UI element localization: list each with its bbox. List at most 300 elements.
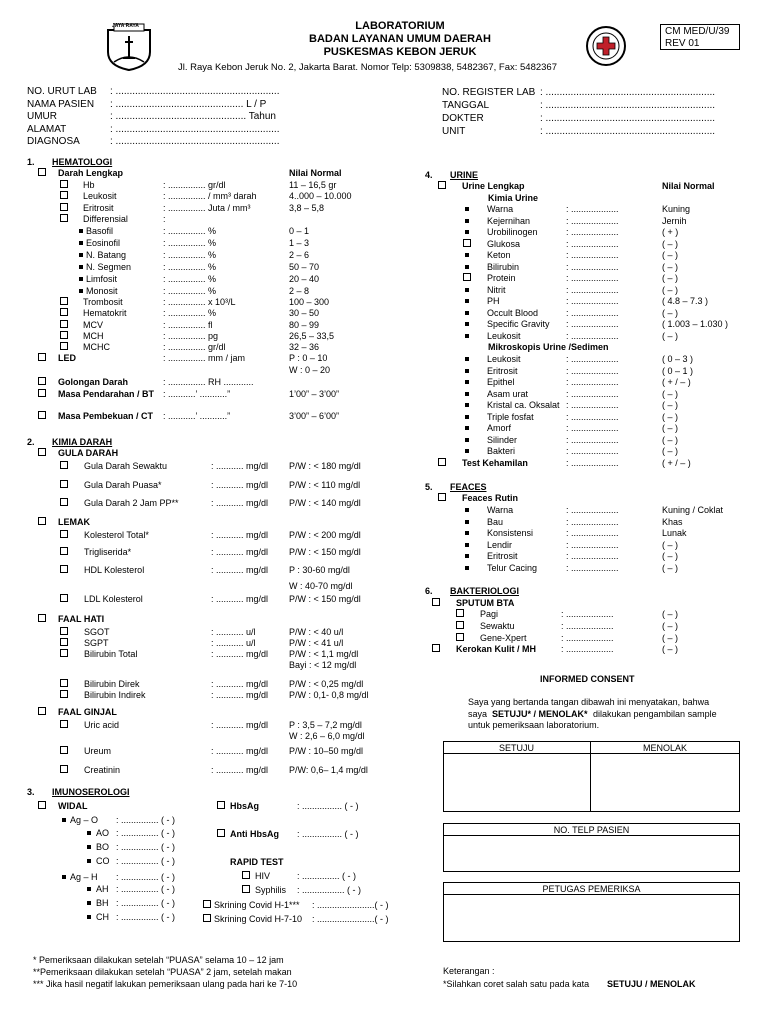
test-name: Leukosit bbox=[83, 191, 117, 201]
checkbox[interactable] bbox=[60, 320, 68, 328]
bullet bbox=[465, 369, 469, 373]
test-value: : ................... bbox=[566, 562, 619, 573]
test-name: Trigliserida* bbox=[84, 547, 132, 557]
normal-range: ( – ) bbox=[662, 551, 679, 561]
checkbox[interactable] bbox=[456, 621, 464, 629]
test-value: : .......................( - ) bbox=[312, 914, 389, 924]
col-header: SETUJU bbox=[498, 743, 534, 753]
checkbox[interactable] bbox=[203, 900, 211, 908]
test-name: Bilirubin Total bbox=[84, 649, 138, 659]
test-name: HDL Kolesterol bbox=[84, 565, 145, 575]
section-num: 1. bbox=[27, 157, 35, 167]
test-value: : ................... bbox=[566, 227, 619, 237]
normal-range: P/W : < 200 mg/dl bbox=[289, 530, 361, 540]
checkbox[interactable] bbox=[60, 638, 68, 646]
checkbox[interactable] bbox=[217, 801, 225, 809]
normal-range: ( + / – ) bbox=[662, 377, 691, 387]
sub-title: WIDAL bbox=[58, 801, 88, 811]
sub-title: SPUTUM BTA bbox=[456, 598, 515, 608]
normal-range: Kuning bbox=[662, 204, 691, 214]
col-header: PETUGAS PEMERIKSA bbox=[542, 884, 641, 894]
test-name: Skrining Covid H-7-10 bbox=[214, 914, 303, 924]
test-value: : ........... mg/dl bbox=[211, 547, 269, 557]
test-name: Bilirubin Direk bbox=[84, 679, 140, 689]
test-value: : ................... bbox=[566, 296, 619, 306]
test-name: Gula Darah Puasa* bbox=[84, 480, 162, 490]
normal-range: P : 0 – 10 bbox=[289, 353, 328, 363]
checkbox[interactable] bbox=[463, 239, 471, 247]
normal-range: 2 – 6 bbox=[289, 250, 310, 260]
test-name: Hb bbox=[83, 180, 95, 190]
checkbox[interactable] bbox=[60, 498, 68, 506]
checkbox[interactable] bbox=[38, 377, 46, 385]
normal-range: Khas bbox=[662, 516, 683, 527]
checkbox[interactable] bbox=[463, 273, 471, 281]
test-name: Gula Darah Sewaktu bbox=[84, 461, 168, 471]
section-title: IMUNOSEROLOGI bbox=[52, 787, 130, 797]
normal-range: ( – ) bbox=[662, 284, 679, 295]
test-name: Bilirubin Indirek bbox=[84, 690, 146, 700]
normal-range: ( – ) bbox=[662, 562, 679, 573]
bullet bbox=[465, 288, 469, 292]
test-name: Gula Darah 2 Jam PP** bbox=[84, 498, 179, 508]
test-name: Anti HbsAg bbox=[230, 829, 279, 839]
checkbox[interactable] bbox=[60, 627, 68, 635]
test-value: : ................... bbox=[566, 423, 619, 433]
test-name: Ag – H bbox=[70, 872, 98, 882]
bullet bbox=[465, 531, 469, 535]
cross-logo bbox=[585, 25, 627, 67]
bullet bbox=[465, 380, 469, 384]
bullet bbox=[465, 566, 469, 570]
normal-range: 11 – 16,5 gr bbox=[289, 180, 337, 190]
checkbox[interactable] bbox=[432, 598, 440, 606]
bullet bbox=[465, 334, 469, 338]
checkbox[interactable] bbox=[60, 480, 68, 488]
normal-range: ( + ) bbox=[662, 227, 679, 237]
code-2: REV 01 bbox=[665, 38, 700, 49]
test-value: : ................ ( - ) bbox=[297, 801, 359, 811]
checkbox[interactable] bbox=[60, 342, 68, 350]
code-1: CM MED/U/39 bbox=[665, 26, 730, 37]
nn-header: Nilai Normal bbox=[289, 168, 342, 178]
normal-range: P/W : 0,1- 0,8 mg/dl bbox=[289, 690, 369, 700]
test-value: : ............... gr/dl bbox=[163, 342, 226, 352]
normal-range: 1 – 3 bbox=[289, 238, 310, 248]
logo-text: JAYA RAYA bbox=[112, 23, 139, 29]
test-value: : ................... bbox=[566, 388, 619, 399]
bullet bbox=[465, 311, 469, 315]
bullet bbox=[79, 229, 83, 233]
test-name: Test Kehamilan bbox=[462, 458, 528, 468]
normal-range: ( – ) bbox=[662, 609, 679, 619]
normal-range: 3’00” – 6’00” bbox=[289, 411, 340, 421]
checkbox[interactable] bbox=[60, 746, 68, 754]
section-title: URINE bbox=[450, 170, 479, 180]
checkbox[interactable] bbox=[242, 871, 250, 879]
patient-label: UMUR bbox=[27, 111, 57, 122]
normal-range: W : 0 – 20 bbox=[289, 365, 331, 375]
bullet bbox=[465, 265, 469, 269]
checkbox[interactable] bbox=[456, 609, 464, 617]
sub-title: FAAL HATI bbox=[58, 614, 105, 624]
test-name: Epithel bbox=[487, 377, 515, 387]
test-value: : ............... gr/dl bbox=[163, 180, 226, 190]
checkbox[interactable] bbox=[60, 547, 68, 555]
test-name: AH bbox=[96, 884, 109, 894]
normal-range: ( 0 – 3 ) bbox=[662, 354, 694, 364]
test-value: : .......................( - ) bbox=[312, 900, 389, 910]
bullet bbox=[465, 207, 469, 211]
test-name: Leukosit bbox=[487, 330, 521, 341]
test-name: Konsistensi bbox=[487, 528, 534, 538]
checkbox[interactable] bbox=[60, 308, 68, 316]
test-name: BO bbox=[96, 842, 110, 852]
checkbox[interactable] bbox=[38, 168, 46, 176]
test-name: Ureum bbox=[84, 746, 112, 756]
normal-range: 3,8 – 5,8 bbox=[289, 203, 325, 213]
section-num: 4. bbox=[425, 170, 433, 180]
sub-title: FAAL GINJAL bbox=[58, 707, 117, 717]
test-value: : ................... bbox=[566, 250, 619, 260]
test-name: CO bbox=[96, 856, 110, 866]
test-name: SGPT bbox=[84, 638, 109, 648]
normal-range: ( – ) bbox=[662, 423, 679, 433]
checkbox[interactable] bbox=[432, 644, 440, 652]
col-header: NO. TELP PASIEN bbox=[553, 825, 630, 835]
normal-range: P/W : < 110 mg/dl bbox=[289, 480, 361, 490]
bullet bbox=[62, 818, 66, 822]
checkbox[interactable] bbox=[60, 720, 68, 728]
normal-range: ( – ) bbox=[662, 307, 679, 318]
test-value: : ............... mm / jam bbox=[163, 353, 246, 363]
checkbox[interactable] bbox=[60, 191, 68, 199]
sub-title: GULA DARAH bbox=[58, 448, 119, 458]
test-name: Creatinin bbox=[84, 765, 121, 775]
patient-label: DIAGNOSA bbox=[27, 136, 80, 147]
checkbox[interactable] bbox=[60, 461, 68, 469]
test-name: AO bbox=[96, 828, 110, 838]
checkbox[interactable] bbox=[60, 690, 68, 698]
normal-range: ( 0 – 1 ) bbox=[662, 365, 694, 376]
checkbox[interactable] bbox=[60, 180, 68, 188]
patient-label: NO. REGISTER LAB bbox=[442, 87, 536, 98]
checkbox[interactable] bbox=[438, 181, 446, 189]
test-name: Limfosit bbox=[86, 274, 118, 284]
test-value: : ................... bbox=[566, 516, 619, 527]
test-value: : ................... bbox=[566, 330, 619, 341]
normal-range: 4..000 – 10.000 bbox=[289, 191, 352, 201]
test-name: Occult Blood bbox=[487, 307, 539, 318]
normal-range: ( – ) bbox=[662, 388, 679, 399]
test-name: Hematokrit bbox=[83, 308, 127, 318]
keterangan: Keterangan : bbox=[443, 966, 495, 976]
test-value: : ............... pg bbox=[163, 331, 219, 341]
normal-range: P/W : < 140 mg/dl bbox=[289, 498, 361, 508]
test-name: Specific Gravity bbox=[487, 319, 550, 329]
patient-field: : .............................................. L / P bbox=[110, 98, 267, 110]
bullet bbox=[465, 253, 469, 257]
normal-range: 50 – 70 bbox=[289, 262, 320, 272]
test-value: : ............... % bbox=[163, 286, 217, 296]
normal-range: 80 – 99 bbox=[289, 320, 320, 330]
lab-title: LABORATORIUM bbox=[355, 20, 445, 32]
test-name: Pagi bbox=[480, 609, 499, 619]
petugas-signature-area[interactable] bbox=[444, 895, 739, 941]
test-value: : ............... % bbox=[163, 238, 217, 248]
bullet bbox=[465, 520, 469, 524]
normal-range: 26,5 – 33,5 bbox=[289, 331, 335, 341]
patient-field: : ............................................................. bbox=[540, 126, 716, 137]
checkbox[interactable] bbox=[38, 707, 46, 715]
bullet bbox=[465, 230, 469, 234]
bullet bbox=[79, 265, 83, 269]
patient-label: NAMA PASIEN bbox=[27, 98, 95, 110]
test-value: : ........... mg/dl bbox=[211, 649, 269, 659]
sub-title: Urine Lengkap bbox=[462, 181, 525, 191]
normal-range: ( 4.8 – 7.3 ) bbox=[662, 296, 709, 306]
normal-range: P/W : < 41 u/l bbox=[289, 638, 344, 648]
test-value: : ............... ( - ) bbox=[116, 856, 176, 866]
test-name: Eritrosit bbox=[83, 203, 114, 213]
checkbox[interactable] bbox=[60, 214, 68, 222]
bullet bbox=[465, 392, 469, 396]
checkbox[interactable] bbox=[60, 203, 68, 211]
checkbox[interactable] bbox=[38, 389, 46, 397]
bullet bbox=[465, 438, 469, 442]
test-value: : ............... RH ............ bbox=[163, 377, 254, 387]
normal-range: ( 1.003 – 1.030 ) bbox=[662, 319, 729, 329]
normal-range: P/W : < 150 mg/dl bbox=[289, 547, 361, 557]
bullet bbox=[465, 449, 469, 453]
test-value: : ................... bbox=[566, 215, 619, 226]
test-value: : bbox=[163, 214, 166, 224]
checkbox[interactable] bbox=[38, 801, 46, 809]
setuju-signature-area[interactable] bbox=[444, 754, 589, 811]
normal-range: Jernih bbox=[662, 215, 687, 226]
test-value: : ................... bbox=[566, 528, 619, 538]
checkbox[interactable] bbox=[203, 914, 211, 922]
test-name: Gene-Xpert bbox=[480, 633, 527, 643]
normal-range: ( – ) bbox=[662, 238, 679, 249]
checkbox[interactable] bbox=[60, 765, 68, 773]
test-name: Eritrosit bbox=[487, 365, 518, 376]
test-name: BH bbox=[96, 898, 109, 908]
test-value: : ........... mg/dl bbox=[211, 498, 269, 508]
normal-range: ( – ) bbox=[662, 261, 679, 272]
test-value: : ........... mg/dl bbox=[211, 480, 269, 490]
test-name: Warna bbox=[487, 505, 514, 515]
normal-range: W : 2,6 – 6,0 mg/dl bbox=[289, 731, 365, 741]
test-value: : ................... bbox=[566, 273, 619, 283]
patient-field: : ........................................................... bbox=[110, 86, 280, 97]
test-value: : ................. ( - ) bbox=[297, 885, 362, 895]
test-name: Bakteri bbox=[487, 446, 516, 456]
bullet bbox=[87, 859, 91, 863]
test-value: : ................... bbox=[566, 446, 619, 456]
checkbox[interactable] bbox=[38, 448, 46, 456]
test-value: : ............... % bbox=[163, 226, 217, 236]
patient-label: DOKTER bbox=[442, 113, 484, 124]
patient-label: ALAMAT bbox=[27, 123, 67, 135]
normal-range: Bayi : < 12 mg/dl bbox=[289, 660, 357, 670]
test-name: CH bbox=[96, 912, 109, 922]
test-value: : ................... bbox=[561, 633, 614, 643]
keterangan-text: *Silahkan coret salah satu pada kata bbox=[443, 979, 590, 989]
normal-range: ( – ) bbox=[662, 400, 679, 410]
bullet bbox=[79, 277, 83, 281]
normal-range: 2 – 8 bbox=[289, 286, 310, 296]
test-name: Kristal ca. Oksalat bbox=[487, 400, 560, 410]
test-value: : ................... bbox=[566, 204, 619, 214]
bullet bbox=[465, 322, 469, 326]
bullet bbox=[465, 426, 469, 430]
normal-range: P/W: 0,6– 1,4 mg/dl bbox=[289, 765, 368, 775]
test-name: Golongan Darah bbox=[58, 377, 129, 387]
checkbox[interactable] bbox=[438, 458, 446, 466]
test-value: : ........... mg/dl bbox=[211, 746, 269, 756]
test-value: : ...........’ ...........” bbox=[163, 389, 231, 399]
bullet bbox=[465, 415, 469, 419]
checkbox[interactable] bbox=[60, 594, 68, 602]
bullet bbox=[465, 543, 469, 547]
test-value: : ............... fl bbox=[163, 320, 213, 330]
checkbox[interactable] bbox=[60, 530, 68, 538]
consent-text: untuk pemeriksaan laboratorium. bbox=[468, 720, 600, 730]
normal-range: 32 – 36 bbox=[289, 342, 320, 352]
test-name: Syphilis bbox=[255, 885, 287, 895]
test-name: LDL Kolesterol bbox=[84, 594, 143, 604]
normal-range: P/W : < 1,1 mg/dl bbox=[289, 649, 359, 659]
test-value: : ........... u/l bbox=[211, 627, 256, 637]
puskesmas-title: PUSKESMAS KEBON JERUK bbox=[323, 46, 477, 58]
bullet bbox=[465, 554, 469, 558]
test-value: : ................... bbox=[566, 551, 619, 561]
test-name: MCH bbox=[83, 331, 104, 341]
section-title: HEMATOLOGI bbox=[52, 157, 113, 167]
test-value: : ................... bbox=[566, 307, 619, 318]
keterangan-choice: SETUJU / MENOLAK bbox=[607, 979, 696, 989]
checkbox[interactable] bbox=[60, 649, 68, 657]
normal-range: ( – ) bbox=[662, 250, 679, 260]
checkbox[interactable] bbox=[242, 885, 250, 893]
test-name: Lendir bbox=[487, 539, 513, 550]
test-name: Leukosit bbox=[487, 354, 521, 364]
test-name: Silinder bbox=[487, 434, 518, 445]
checkbox[interactable] bbox=[38, 614, 46, 622]
test-name: HbsAg bbox=[230, 801, 259, 811]
normal-range: P/W : 10–50 mg/dl bbox=[289, 746, 364, 756]
normal-range: 20 – 40 bbox=[289, 274, 320, 284]
test-value: : ................... bbox=[566, 458, 619, 468]
test-value: : ............... x 10³/L bbox=[163, 297, 236, 307]
test-name: Kolesterol Total* bbox=[84, 530, 149, 540]
test-value: : ............... ( - ) bbox=[116, 898, 176, 908]
test-value: : ............... ( - ) bbox=[116, 912, 176, 922]
test-value: : ........... mg/dl bbox=[211, 530, 269, 540]
checkbox[interactable] bbox=[60, 331, 68, 339]
test-name: MCV bbox=[83, 320, 103, 330]
checkbox[interactable] bbox=[456, 633, 464, 641]
normal-range: 30 – 50 bbox=[289, 308, 320, 318]
patient-field: : ............................................................. bbox=[540, 100, 716, 111]
phone-field[interactable] bbox=[444, 836, 739, 871]
checkbox[interactable] bbox=[38, 411, 46, 419]
test-value: : ............... % bbox=[163, 274, 217, 284]
patient-label: UNIT bbox=[442, 126, 466, 137]
checkbox[interactable] bbox=[217, 829, 225, 837]
test-name: Asam urat bbox=[487, 388, 529, 399]
bullet bbox=[465, 219, 469, 223]
test-name: Keton bbox=[487, 250, 511, 260]
bullet bbox=[62, 875, 66, 879]
test-value: : ................... bbox=[566, 377, 619, 387]
bullet bbox=[79, 241, 83, 245]
test-value: : ................... bbox=[566, 434, 619, 445]
checkbox[interactable] bbox=[60, 679, 68, 687]
normal-range: ( – ) bbox=[662, 644, 679, 654]
normal-range: ( – ) bbox=[662, 411, 679, 422]
checkbox[interactable] bbox=[60, 565, 68, 573]
test-name: Ag – O bbox=[70, 815, 99, 825]
test-name: Glukosa bbox=[487, 238, 521, 249]
test-value: : ................... bbox=[566, 365, 619, 376]
test-value: : ................... bbox=[566, 411, 619, 422]
test-value: : ............... / mm³ darah bbox=[163, 191, 257, 201]
test-name: MCHC bbox=[83, 342, 110, 352]
test-name: Basofil bbox=[86, 226, 114, 236]
test-name: LED bbox=[58, 353, 76, 363]
sub-title: RAPID TEST bbox=[230, 857, 284, 867]
test-name: Eritrosit bbox=[487, 551, 518, 561]
section-num: 2. bbox=[27, 437, 35, 447]
test-value: : ........... mg/dl bbox=[211, 594, 269, 604]
menolak-signature-area[interactable] bbox=[591, 754, 739, 811]
normal-range: 100 – 300 bbox=[289, 297, 330, 307]
normal-range: P/W : < 150 mg/dl bbox=[289, 594, 361, 604]
section-num: 6. bbox=[425, 586, 433, 596]
patient-field: : ........................................................... bbox=[110, 123, 280, 135]
checkbox[interactable] bbox=[60, 297, 68, 305]
normal-range: P : 30-60 mg/dl bbox=[289, 565, 350, 575]
test-value: : ............... ( - ) bbox=[116, 828, 176, 838]
test-value: : ................... bbox=[561, 644, 614, 654]
normal-range: Kuning / Coklat bbox=[662, 505, 724, 515]
test-value: : ........... mg/dl bbox=[211, 765, 269, 775]
checkbox[interactable] bbox=[38, 517, 46, 525]
checkbox[interactable] bbox=[38, 353, 46, 361]
test-value: : ........... u/l bbox=[211, 638, 256, 648]
normal-range: ( – ) bbox=[662, 434, 679, 445]
test-name: Masa Pembekuan / CT bbox=[58, 411, 154, 421]
normal-range: P/W : < 180 mg/dl bbox=[289, 461, 361, 471]
normal-range: ( – ) bbox=[662, 633, 679, 643]
checkbox[interactable] bbox=[438, 493, 446, 501]
blud-title: BADAN LAYANAN UMUM DAERAH bbox=[309, 33, 491, 45]
consent-text: dilakukan pengambilan sample bbox=[593, 709, 717, 719]
test-name: Eosinofil bbox=[86, 238, 121, 248]
test-value: : ................... bbox=[566, 319, 619, 329]
test-name: Nitrit bbox=[487, 284, 506, 295]
test-value: : ................ ( - ) bbox=[297, 829, 359, 839]
patient-field: : ............................................................. bbox=[540, 87, 716, 98]
test-value: : ................... bbox=[566, 261, 619, 272]
address: Jl. Raya Kebon Jeruk No. 2, Jakarta Barat. Nomor Telp: 5309838, 5482367, Fax: 5482367 bbox=[178, 62, 558, 73]
test-name: Warna bbox=[487, 204, 514, 214]
section-title: BAKTERIOLOGI bbox=[450, 586, 519, 596]
normal-range: Lunak bbox=[662, 528, 687, 538]
test-name: Protein bbox=[487, 273, 516, 283]
